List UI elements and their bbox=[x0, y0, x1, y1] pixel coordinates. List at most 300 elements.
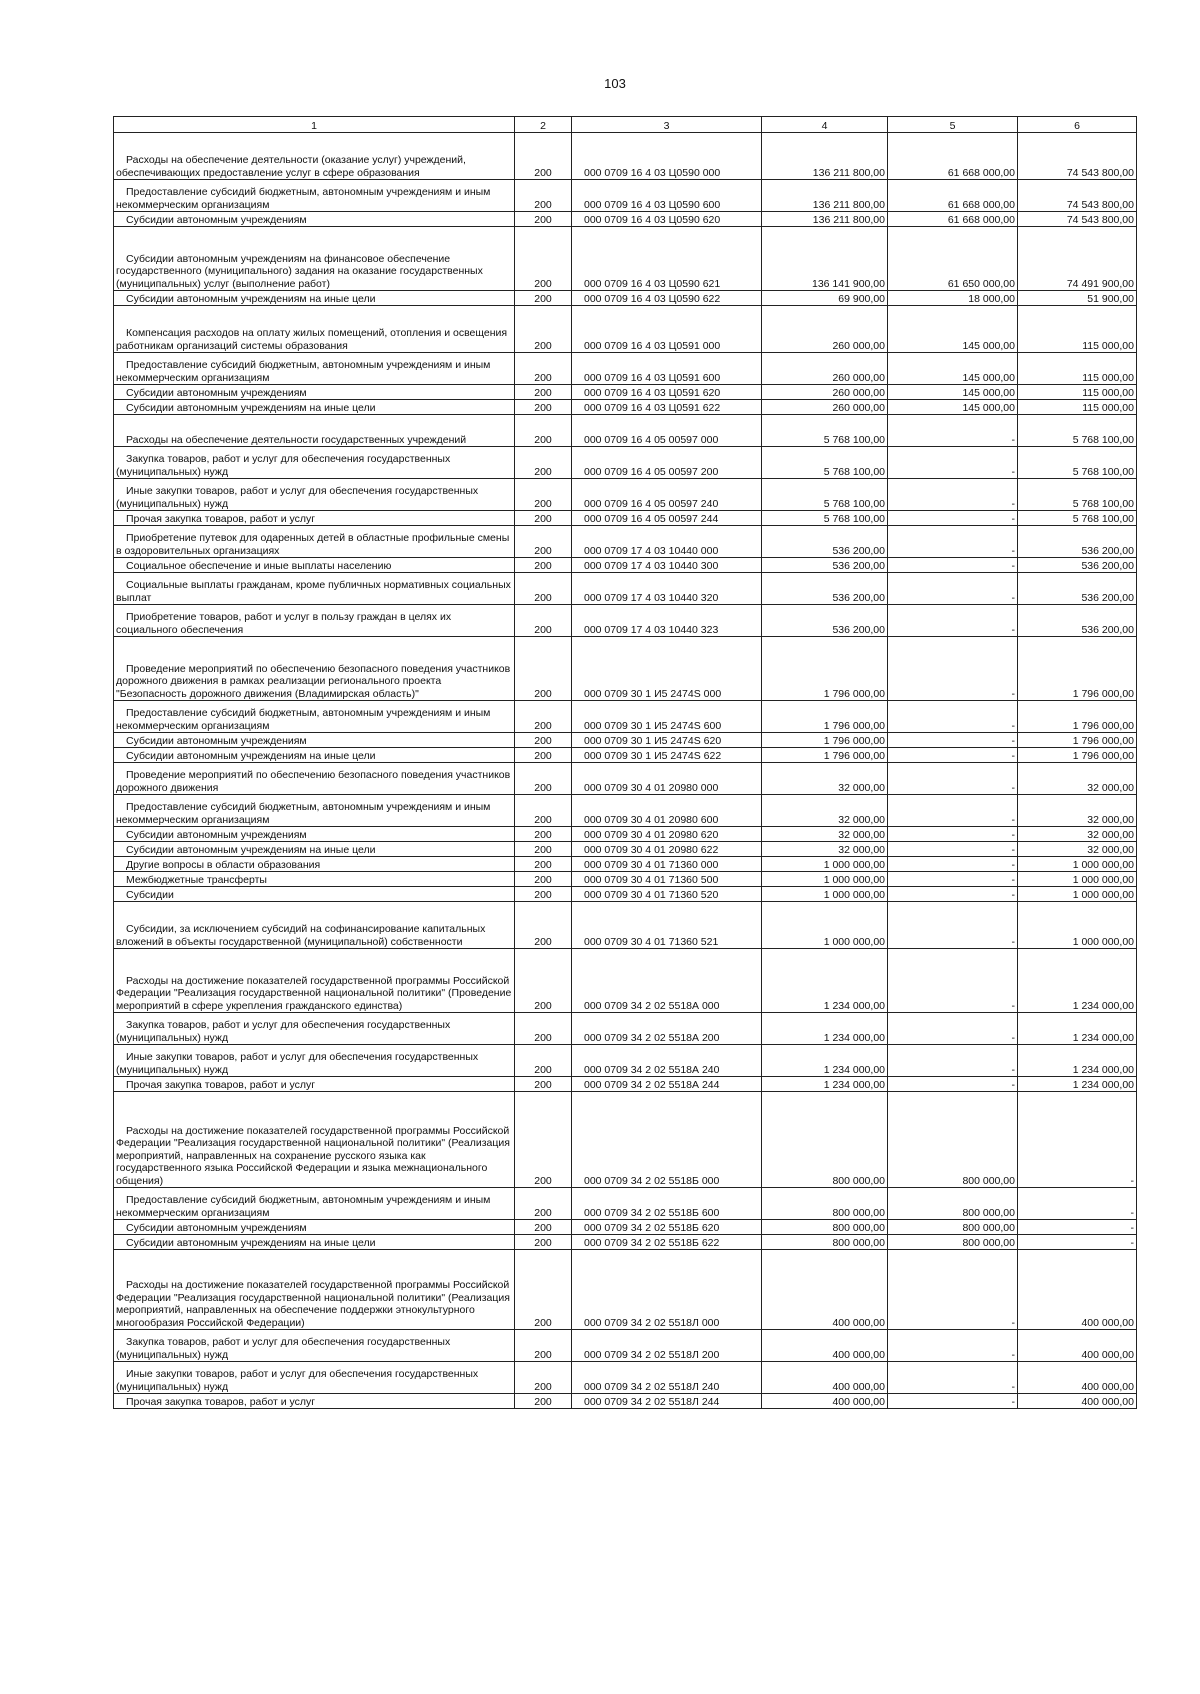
admin-code-cell: 200 bbox=[515, 415, 572, 447]
budget-code-cell: 000 0709 17 4 03 10440 320 bbox=[572, 573, 762, 605]
name-cell bbox=[114, 1045, 515, 1077]
name-cell bbox=[114, 1330, 515, 1362]
name-cell bbox=[114, 447, 515, 479]
value-col-6-cell: - bbox=[1018, 1092, 1137, 1188]
budget-code-cell: 000 0709 34 2 02 5518Б 600 bbox=[572, 1188, 762, 1220]
admin-code-cell: 200 bbox=[515, 1092, 572, 1188]
budget-code-cell: 000 0709 17 4 03 10440 300 bbox=[572, 558, 762, 573]
row-label: Расходы на достижение показателей государственной программы Российской Федерации "Реализация государственной национальной политики" (Реализация мероприятий, направленных на обеспечение поддержки этнокультурного многообразия Российской Федерации) bbox=[116, 1279, 510, 1329]
value-col-6-cell: 1 000 000,00 bbox=[1018, 857, 1137, 872]
value-col-5-cell: - bbox=[888, 605, 1018, 637]
value-col-4-cell: 800 000,00 bbox=[762, 1092, 888, 1188]
value-col-6-cell: 74 491 900,00 bbox=[1018, 227, 1137, 291]
table-row bbox=[114, 180, 1137, 212]
value-col-6-cell: 115 000,00 bbox=[1018, 353, 1137, 385]
value-col-5-cell: - bbox=[888, 637, 1018, 701]
value-col-4-cell: 400 000,00 bbox=[762, 1330, 888, 1362]
row-label: Социальные выплаты гражданам, кроме публичных нормативных социальных выплат bbox=[116, 579, 511, 604]
table-row bbox=[114, 701, 1137, 733]
value-col-5-cell: 61 650 000,00 bbox=[888, 227, 1018, 291]
value-col-5-cell: - bbox=[888, 902, 1018, 949]
value-col-5-cell: 800 000,00 bbox=[888, 1092, 1018, 1188]
value-col-5-cell: 145 000,00 bbox=[888, 385, 1018, 400]
value-col-5-cell: - bbox=[888, 827, 1018, 842]
admin-code-cell: 200 bbox=[515, 1220, 572, 1235]
value-col-4-cell: 1 234 000,00 bbox=[762, 1013, 888, 1045]
admin-code-cell: 200 bbox=[515, 605, 572, 637]
table-row bbox=[114, 1235, 1137, 1250]
admin-code-cell: 200 bbox=[515, 291, 572, 306]
value-col-4-cell: 32 000,00 bbox=[762, 827, 888, 842]
value-col-4-cell: 5 768 100,00 bbox=[762, 479, 888, 511]
name-cell bbox=[114, 902, 515, 949]
value-col-4-cell: 400 000,00 bbox=[762, 1250, 888, 1330]
value-col-5-cell: - bbox=[888, 511, 1018, 526]
table-row bbox=[114, 887, 1137, 902]
admin-code-cell: 200 bbox=[515, 733, 572, 748]
value-col-4-cell: 1 000 000,00 bbox=[762, 887, 888, 902]
name-cell bbox=[114, 949, 515, 1013]
budget-code-cell: 000 0709 30 1 И5 2474S 622 bbox=[572, 748, 762, 763]
value-col-6-cell: 74 543 800,00 bbox=[1018, 212, 1137, 227]
value-col-4-cell: 1 000 000,00 bbox=[762, 902, 888, 949]
value-col-5-cell: - bbox=[888, 887, 1018, 902]
budget-code-cell: 000 0709 17 4 03 10440 323 bbox=[572, 605, 762, 637]
budget-code-cell: 000 0709 34 2 02 5518А 244 bbox=[572, 1077, 762, 1092]
name-cell bbox=[114, 1092, 515, 1188]
value-col-5-cell: - bbox=[888, 1250, 1018, 1330]
budget-code-cell: 000 0709 16 4 03 Ц0590 600 bbox=[572, 180, 762, 212]
table-row bbox=[114, 763, 1137, 795]
value-col-6-cell: 400 000,00 bbox=[1018, 1330, 1137, 1362]
value-col-4-cell: 5 768 100,00 bbox=[762, 447, 888, 479]
name-cell bbox=[114, 306, 515, 353]
table-row bbox=[114, 353, 1137, 385]
name-cell bbox=[114, 133, 515, 180]
value-col-4-cell: 1 000 000,00 bbox=[762, 872, 888, 887]
value-col-5-cell: - bbox=[888, 733, 1018, 748]
admin-code-cell: 200 bbox=[515, 558, 572, 573]
budget-code-cell: 000 0709 30 4 01 20980 000 bbox=[572, 763, 762, 795]
admin-code-cell: 200 bbox=[515, 180, 572, 212]
value-col-4-cell: 400 000,00 bbox=[762, 1362, 888, 1394]
row-label: Предоставление субсидий бюджетным, автономным учреждениям и иным некоммерческим организациям bbox=[116, 1194, 491, 1219]
admin-code-cell: 200 bbox=[515, 1235, 572, 1250]
value-col-6-cell: 1 796 000,00 bbox=[1018, 701, 1137, 733]
name-cell bbox=[114, 415, 515, 447]
value-col-5-cell: - bbox=[888, 842, 1018, 857]
value-col-5-cell: - bbox=[888, 701, 1018, 733]
value-col-4-cell: 1 234 000,00 bbox=[762, 1077, 888, 1092]
budget-code-cell: 000 0709 30 1 И5 2474S 600 bbox=[572, 701, 762, 733]
admin-code-cell: 200 bbox=[515, 306, 572, 353]
row-label: Прочая закупка товаров, работ и услуг bbox=[126, 1395, 316, 1408]
admin-code-cell: 200 bbox=[515, 400, 572, 415]
value-col-4-cell: 536 200,00 bbox=[762, 605, 888, 637]
budget-code-cell: 000 0709 34 2 02 5518Л 000 bbox=[572, 1250, 762, 1330]
name-cell bbox=[114, 857, 515, 872]
table-row bbox=[114, 1013, 1137, 1045]
value-col-5-cell: 61 668 000,00 bbox=[888, 133, 1018, 180]
value-col-6-cell: 74 543 800,00 bbox=[1018, 180, 1137, 212]
value-col-6-cell: 400 000,00 bbox=[1018, 1362, 1137, 1394]
row-label: Субсидии автономным учреждениям bbox=[126, 734, 307, 747]
admin-code-cell: 200 bbox=[515, 385, 572, 400]
admin-code-cell: 200 bbox=[515, 1013, 572, 1045]
budget-code-cell: 000 0709 30 4 01 20980 600 bbox=[572, 795, 762, 827]
value-col-4-cell: 536 200,00 bbox=[762, 558, 888, 573]
row-label: Приобретение товаров, работ и услуг в пользу граждан в целях их социального обеспечения bbox=[116, 611, 452, 636]
value-col-6-cell: 1 234 000,00 bbox=[1018, 949, 1137, 1013]
name-cell bbox=[114, 872, 515, 887]
table-row bbox=[114, 1188, 1137, 1220]
value-col-5-cell: - bbox=[888, 857, 1018, 872]
value-col-5-cell: 800 000,00 bbox=[888, 1235, 1018, 1250]
table-row bbox=[114, 748, 1137, 763]
admin-code-cell: 200 bbox=[515, 701, 572, 733]
name-cell bbox=[114, 1250, 515, 1330]
row-label: Компенсация расходов на оплату жилых помещений, отопления и освещения работникам организаций системы образования bbox=[116, 327, 508, 352]
value-col-6-cell: - bbox=[1018, 1188, 1137, 1220]
value-col-4-cell: 32 000,00 bbox=[762, 795, 888, 827]
admin-code-cell: 200 bbox=[515, 133, 572, 180]
name-cell bbox=[114, 701, 515, 733]
header-col-6: 6 bbox=[1018, 117, 1137, 133]
value-col-6-cell: 5 768 100,00 bbox=[1018, 479, 1137, 511]
value-col-6-cell: 1 234 000,00 bbox=[1018, 1013, 1137, 1045]
admin-code-cell: 200 bbox=[515, 479, 572, 511]
value-col-6-cell: 400 000,00 bbox=[1018, 1394, 1137, 1409]
value-col-6-cell: 536 200,00 bbox=[1018, 573, 1137, 605]
row-label: Субсидии автономным учреждениям bbox=[126, 828, 307, 841]
budget-code-cell: 000 0709 16 4 05 00597 240 bbox=[572, 479, 762, 511]
value-col-5-cell: - bbox=[888, 748, 1018, 763]
admin-code-cell: 200 bbox=[515, 872, 572, 887]
budget-code-cell: 000 0709 17 4 03 10440 000 bbox=[572, 526, 762, 558]
budget-code-cell: 000 0709 34 2 02 5518Л 240 bbox=[572, 1362, 762, 1394]
value-col-6-cell: 5 768 100,00 bbox=[1018, 447, 1137, 479]
name-cell bbox=[114, 353, 515, 385]
value-col-5-cell: - bbox=[888, 795, 1018, 827]
value-col-6-cell: - bbox=[1018, 1220, 1137, 1235]
value-col-6-cell: 1 000 000,00 bbox=[1018, 902, 1137, 949]
value-col-4-cell: 5 768 100,00 bbox=[762, 415, 888, 447]
name-cell bbox=[114, 887, 515, 902]
table-row bbox=[114, 1045, 1137, 1077]
value-col-5-cell: - bbox=[888, 1045, 1018, 1077]
value-col-6-cell: 1 000 000,00 bbox=[1018, 872, 1137, 887]
value-col-4-cell: 1 000 000,00 bbox=[762, 857, 888, 872]
value-col-4-cell: 536 200,00 bbox=[762, 573, 888, 605]
value-col-4-cell: 1 796 000,00 bbox=[762, 748, 888, 763]
name-cell bbox=[114, 573, 515, 605]
value-col-4-cell: 1 796 000,00 bbox=[762, 733, 888, 748]
admin-code-cell: 200 bbox=[515, 573, 572, 605]
row-label: Прочая закупка товаров, работ и услуг bbox=[126, 1078, 316, 1091]
row-label: Социальное обеспечение и иные выплаты населению bbox=[126, 559, 392, 572]
value-col-5-cell: - bbox=[888, 526, 1018, 558]
value-col-6-cell: 115 000,00 bbox=[1018, 385, 1137, 400]
table-row bbox=[114, 227, 1137, 291]
row-label: Предоставление субсидий бюджетным, автономным учреждениям и иным некоммерческим организациям bbox=[116, 359, 491, 384]
budget-code-cell: 000 0709 34 2 02 5518Б 620 bbox=[572, 1220, 762, 1235]
admin-code-cell: 200 bbox=[515, 353, 572, 385]
table-row bbox=[114, 447, 1137, 479]
table-row bbox=[114, 637, 1137, 701]
table-row bbox=[114, 842, 1137, 857]
admin-code-cell: 200 bbox=[515, 227, 572, 291]
value-col-6-cell: 536 200,00 bbox=[1018, 558, 1137, 573]
value-col-5-cell: 18 000,00 bbox=[888, 291, 1018, 306]
value-col-6-cell: 5 768 100,00 bbox=[1018, 415, 1137, 447]
value-col-4-cell: 260 000,00 bbox=[762, 400, 888, 415]
value-col-5-cell: - bbox=[888, 573, 1018, 605]
value-col-5-cell: - bbox=[888, 872, 1018, 887]
table-row bbox=[114, 385, 1137, 400]
budget-code-cell: 000 0709 30 1 И5 2474S 000 bbox=[572, 637, 762, 701]
admin-code-cell: 200 bbox=[515, 212, 572, 227]
budget-code-cell: 000 0709 16 4 03 Ц0590 621 bbox=[572, 227, 762, 291]
budget-code-cell: 000 0709 16 4 03 Ц0591 620 bbox=[572, 385, 762, 400]
table-row bbox=[114, 1220, 1137, 1235]
value-col-4-cell: 536 200,00 bbox=[762, 526, 888, 558]
value-col-4-cell: 1 234 000,00 bbox=[762, 1045, 888, 1077]
admin-code-cell: 200 bbox=[515, 511, 572, 526]
row-label: Субсидии автономным учреждениям bbox=[126, 1221, 307, 1234]
table-row bbox=[114, 827, 1137, 842]
budget-code-cell: 000 0709 34 2 02 5518Л 244 bbox=[572, 1394, 762, 1409]
row-label: Расходы на обеспечение деятельности государственных учреждений bbox=[126, 433, 467, 446]
value-col-6-cell: 115 000,00 bbox=[1018, 400, 1137, 415]
row-label: Субсидии автономным учреждениям на иные цели bbox=[126, 843, 376, 856]
budget-code-cell: 000 0709 16 4 03 Ц0590 620 bbox=[572, 212, 762, 227]
value-col-6-cell: 32 000,00 bbox=[1018, 763, 1137, 795]
value-col-6-cell: 32 000,00 bbox=[1018, 795, 1137, 827]
value-col-6-cell: - bbox=[1018, 1235, 1137, 1250]
name-cell bbox=[114, 1235, 515, 1250]
budget-code-cell: 000 0709 30 1 И5 2474S 620 bbox=[572, 733, 762, 748]
name-cell bbox=[114, 180, 515, 212]
value-col-6-cell: 115 000,00 bbox=[1018, 306, 1137, 353]
row-label: Предоставление субсидий бюджетным, автономным учреждениям и иным некоммерческим организациям bbox=[116, 801, 491, 826]
admin-code-cell: 200 bbox=[515, 1077, 572, 1092]
value-col-4-cell: 400 000,00 bbox=[762, 1394, 888, 1409]
row-label: Иные закупки товаров, работ и услуг для обеспечения государственных (муниципальных) нужд bbox=[116, 1368, 479, 1393]
table-row bbox=[114, 479, 1137, 511]
name-cell bbox=[114, 479, 515, 511]
table-row bbox=[114, 902, 1137, 949]
row-label: Субсидии автономным учреждениям на иные цели bbox=[126, 401, 376, 414]
value-col-4-cell: 260 000,00 bbox=[762, 385, 888, 400]
name-cell bbox=[114, 291, 515, 306]
budget-code-cell: 000 0709 34 2 02 5518А 000 bbox=[572, 949, 762, 1013]
admin-code-cell: 200 bbox=[515, 1330, 572, 1362]
table-row bbox=[114, 573, 1137, 605]
name-cell bbox=[114, 605, 515, 637]
value-col-5-cell: 800 000,00 bbox=[888, 1188, 1018, 1220]
table-row bbox=[114, 1092, 1137, 1188]
row-label: Субсидии автономным учреждениям на иные цели bbox=[126, 1236, 376, 1249]
value-col-4-cell: 136 211 800,00 bbox=[762, 180, 888, 212]
value-col-6-cell: 536 200,00 bbox=[1018, 526, 1137, 558]
name-cell bbox=[114, 526, 515, 558]
header-col-4: 4 bbox=[762, 117, 888, 133]
table-row bbox=[114, 306, 1137, 353]
table-row bbox=[114, 857, 1137, 872]
row-label: Закупка товаров, работ и услуг для обеспечения государственных (муниципальных) нужд bbox=[116, 1019, 451, 1044]
value-col-6-cell: 1 796 000,00 bbox=[1018, 748, 1137, 763]
budget-code-cell: 000 0709 16 4 03 Ц0591 622 bbox=[572, 400, 762, 415]
budget-code-cell: 000 0709 16 4 05 00597 244 bbox=[572, 511, 762, 526]
admin-code-cell: 200 bbox=[515, 526, 572, 558]
value-col-5-cell: 800 000,00 bbox=[888, 1220, 1018, 1235]
value-col-5-cell: - bbox=[888, 479, 1018, 511]
name-cell bbox=[114, 1394, 515, 1409]
value-col-5-cell: - bbox=[888, 447, 1018, 479]
budget-code-cell: 000 0709 30 4 01 20980 620 bbox=[572, 827, 762, 842]
row-label: Расходы на достижение показателей государственной программы Российской Федерации "Реализация государственной национальной политики" (Проведение мероприятий в сфере укрепления гражданского единства) bbox=[116, 974, 512, 1012]
value-col-5-cell: 61 668 000,00 bbox=[888, 212, 1018, 227]
row-label: Субсидии автономным учреждениям на иные цели bbox=[126, 749, 376, 762]
budget-table-wrapper bbox=[113, 116, 1137, 1409]
name-cell bbox=[114, 385, 515, 400]
name-cell bbox=[114, 795, 515, 827]
name-cell bbox=[114, 733, 515, 748]
row-label: Субсидии автономным учреждениям на финансовое обеспечение государственного (муниципального) задания на оказание государственных (муниципальных) услуг (выполнение работ) bbox=[116, 252, 483, 290]
budget-code-cell: 000 0709 30 4 01 71360 000 bbox=[572, 857, 762, 872]
value-col-5-cell: 145 000,00 bbox=[888, 353, 1018, 385]
value-col-4-cell: 69 900,00 bbox=[762, 291, 888, 306]
table-row bbox=[114, 1362, 1137, 1394]
value-col-5-cell: 61 668 000,00 bbox=[888, 180, 1018, 212]
table-row bbox=[114, 400, 1137, 415]
header-col-5: 5 bbox=[888, 117, 1018, 133]
table-row bbox=[114, 133, 1137, 180]
value-col-5-cell: - bbox=[888, 1362, 1018, 1394]
budget-code-cell: 000 0709 34 2 02 5518Л 200 bbox=[572, 1330, 762, 1362]
row-label: Предоставление субсидий бюджетным, автономным учреждениям и иным некоммерческим организациям bbox=[116, 707, 491, 732]
value-col-6-cell: 32 000,00 bbox=[1018, 827, 1137, 842]
row-label: Субсидии автономным учреждениям bbox=[126, 213, 307, 226]
value-col-5-cell: - bbox=[888, 415, 1018, 447]
row-label: Проведение мероприятий по обеспечению безопасного поведения участников дорожного движения в рамках реализации регионального проекта "Безопасность дорожного движения (Владимирская область)" bbox=[116, 662, 511, 700]
name-cell bbox=[114, 842, 515, 857]
row-label: Субсидии bbox=[126, 888, 174, 901]
name-cell bbox=[114, 748, 515, 763]
table-row bbox=[114, 872, 1137, 887]
table-header bbox=[114, 117, 1137, 133]
row-label: Расходы на достижение показателей государственной программы Российской Федерации "Реализация государственной национальной политики" (Реализация мероприятий, направленных на сохранение русского языка как государственного языка Российской Федерации и языка межнационального общения) bbox=[116, 1124, 510, 1187]
table-row bbox=[114, 795, 1137, 827]
name-cell bbox=[114, 400, 515, 415]
budget-code-cell: 000 0709 34 2 02 5518А 200 bbox=[572, 1013, 762, 1045]
value-col-6-cell: 1 000 000,00 bbox=[1018, 887, 1137, 902]
value-col-4-cell: 1 796 000,00 bbox=[762, 701, 888, 733]
name-cell bbox=[114, 227, 515, 291]
row-label: Проведение мероприятий по обеспечению безопасного поведения участников дорожного движения bbox=[116, 769, 511, 794]
admin-code-cell: 200 bbox=[515, 637, 572, 701]
value-col-4-cell: 32 000,00 bbox=[762, 842, 888, 857]
name-cell bbox=[114, 1362, 515, 1394]
table-row bbox=[114, 1394, 1137, 1409]
admin-code-cell: 200 bbox=[515, 857, 572, 872]
budget-code-cell: 000 0709 30 4 01 71360 520 bbox=[572, 887, 762, 902]
admin-code-cell: 200 bbox=[515, 748, 572, 763]
header-col-3: 3 bbox=[572, 117, 762, 133]
budget-code-cell: 000 0709 34 2 02 5518Б 000 bbox=[572, 1092, 762, 1188]
admin-code-cell: 200 bbox=[515, 949, 572, 1013]
value-col-4-cell: 32 000,00 bbox=[762, 763, 888, 795]
row-label: Закупка товаров, работ и услуг для обеспечения государственных (муниципальных) нужд bbox=[116, 453, 451, 478]
value-col-4-cell: 800 000,00 bbox=[762, 1235, 888, 1250]
admin-code-cell: 200 bbox=[515, 447, 572, 479]
table-row bbox=[114, 1250, 1137, 1330]
table-body bbox=[114, 133, 1137, 1409]
name-cell bbox=[114, 1220, 515, 1235]
table-row bbox=[114, 605, 1137, 637]
budget-code-cell: 000 0709 30 4 01 71360 500 bbox=[572, 872, 762, 887]
row-label: Субсидии автономным учреждениям на иные цели bbox=[126, 292, 376, 305]
value-col-5-cell: - bbox=[888, 558, 1018, 573]
row-label: Расходы на обеспечение деятельности (оказание услуг) учреждений, обеспечивающих предоставление услуг в сфере образования bbox=[116, 154, 466, 179]
budget-code-cell: 000 0709 30 4 01 20980 622 bbox=[572, 842, 762, 857]
name-cell bbox=[114, 1188, 515, 1220]
table-row bbox=[114, 1077, 1137, 1092]
value-col-4-cell: 136 141 900,00 bbox=[762, 227, 888, 291]
value-col-6-cell: 32 000,00 bbox=[1018, 842, 1137, 857]
admin-code-cell: 200 bbox=[515, 1045, 572, 1077]
value-col-5-cell: - bbox=[888, 763, 1018, 795]
admin-code-cell: 200 bbox=[515, 902, 572, 949]
value-col-6-cell: 51 900,00 bbox=[1018, 291, 1137, 306]
header-row bbox=[114, 117, 1137, 133]
budget-code-cell: 000 0709 16 4 03 Ц0590 000 bbox=[572, 133, 762, 180]
row-label: Прочая закупка товаров, работ и услуг bbox=[126, 512, 316, 525]
value-col-4-cell: 260 000,00 bbox=[762, 306, 888, 353]
row-label: Межбюджетные трансферты bbox=[126, 873, 267, 886]
budget-code-cell: 000 0709 16 4 05 00597 200 bbox=[572, 447, 762, 479]
header-col-2: 2 bbox=[515, 117, 572, 133]
name-cell bbox=[114, 1013, 515, 1045]
value-col-5-cell: - bbox=[888, 1394, 1018, 1409]
row-label: Иные закупки товаров, работ и услуг для обеспечения государственных (муниципальных) нужд bbox=[116, 485, 479, 510]
value-col-5-cell: - bbox=[888, 1077, 1018, 1092]
value-col-4-cell: 1 234 000,00 bbox=[762, 949, 888, 1013]
admin-code-cell: 200 bbox=[515, 1394, 572, 1409]
row-label: Субсидии, за исключением субсидий на софинансирование капитальных вложений в объекты государственной (муниципальной) собственности bbox=[116, 923, 486, 948]
page-number: 103 bbox=[604, 76, 626, 91]
row-label: Предоставление субсидий бюджетным, автономным учреждениям и иным некоммерческим организациям bbox=[116, 186, 491, 211]
value-col-6-cell: 1 234 000,00 bbox=[1018, 1077, 1137, 1092]
value-col-6-cell: 74 543 800,00 bbox=[1018, 133, 1137, 180]
value-col-4-cell: 136 211 800,00 bbox=[762, 212, 888, 227]
table-row bbox=[114, 949, 1137, 1013]
value-col-4-cell: 1 796 000,00 bbox=[762, 637, 888, 701]
value-col-4-cell: 800 000,00 bbox=[762, 1188, 888, 1220]
value-col-4-cell: 5 768 100,00 bbox=[762, 511, 888, 526]
value-col-4-cell: 136 211 800,00 bbox=[762, 133, 888, 180]
value-col-6-cell: 5 768 100,00 bbox=[1018, 511, 1137, 526]
value-col-5-cell: - bbox=[888, 1330, 1018, 1362]
admin-code-cell: 200 bbox=[515, 842, 572, 857]
row-label: Закупка товаров, работ и услуг для обеспечения государственных (муниципальных) нужд bbox=[116, 1336, 451, 1361]
value-col-6-cell: 400 000,00 bbox=[1018, 1250, 1137, 1330]
table-row bbox=[114, 511, 1137, 526]
table-row bbox=[114, 733, 1137, 748]
row-label: Субсидии автономным учреждениям bbox=[126, 386, 307, 399]
value-col-6-cell: 1 796 000,00 bbox=[1018, 733, 1137, 748]
table-row bbox=[114, 1330, 1137, 1362]
